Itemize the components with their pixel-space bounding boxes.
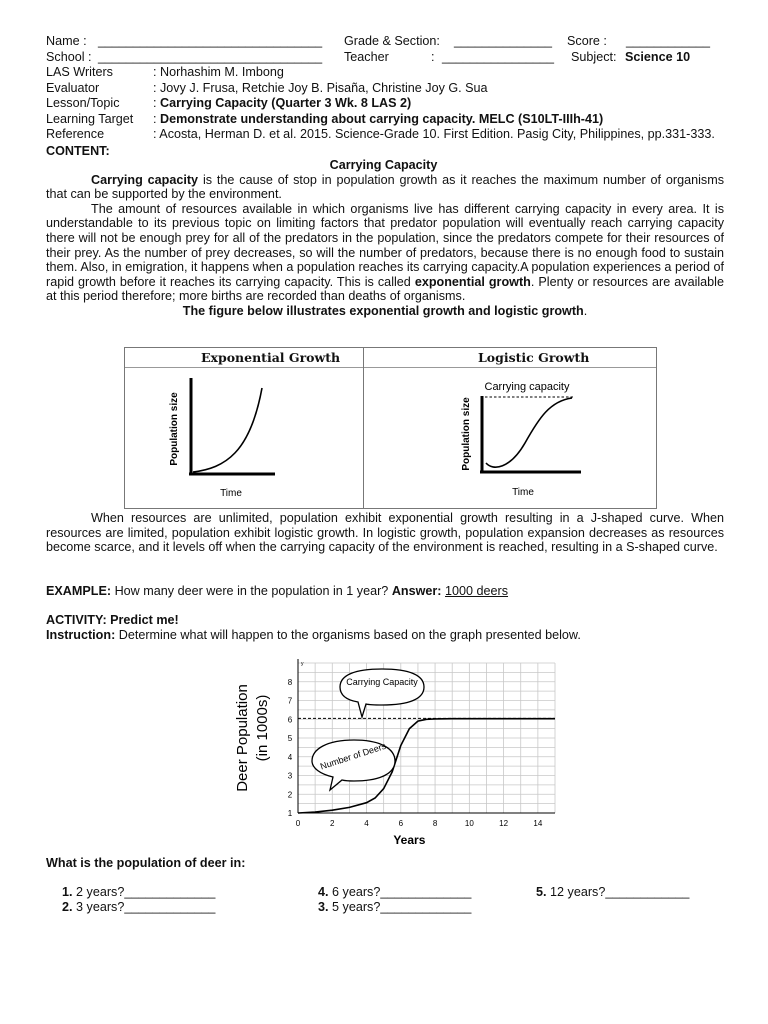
y-tick-label: 3 xyxy=(287,771,293,781)
y-tick-label: 8 xyxy=(287,677,293,687)
question-5-number: 5. xyxy=(536,885,547,899)
content-title: Carrying Capacity xyxy=(329,158,438,173)
y-tick-label: 6 xyxy=(287,715,293,725)
writers-value: : Norhashim M. Imbong xyxy=(153,65,284,79)
exponential-growth-term: exponential growth xyxy=(414,274,531,289)
name-blank[interactable]: ________________________________ xyxy=(98,34,323,48)
teacher-colon: : xyxy=(431,49,435,64)
reference-label: Reference xyxy=(46,127,105,141)
question-2[interactable] xyxy=(62,900,215,915)
target-row xyxy=(46,112,724,128)
instruction-line xyxy=(46,628,581,643)
questions-prompt: What is the population of deer in: xyxy=(46,856,246,870)
activity-title: ACTIVITY: Predict me! xyxy=(46,613,179,627)
growth-figure xyxy=(124,347,657,509)
reference-row xyxy=(46,127,724,143)
x-tick-label: 4 xyxy=(364,819,369,828)
answer-value: 1000 deers xyxy=(445,584,509,598)
figure-caption-text: The figure below illustrates exponential growth and logistic growth xyxy=(182,304,584,319)
writers-label: LAS Writers xyxy=(46,65,113,79)
score-blank[interactable]: ____________ xyxy=(626,34,711,48)
log-ylabel: Population size xyxy=(461,397,472,471)
chart-ylabel-line2: (in 1000s) xyxy=(254,694,271,762)
target-label: Learning Target xyxy=(46,111,134,126)
question-3[interactable] xyxy=(318,900,471,915)
y-tick-label: 2 xyxy=(287,790,293,800)
answer-label: Answer: xyxy=(391,584,442,598)
evaluator-value: : Jovy J. Frusa, Retchie Joy B. Pisaña, Christine Joy G. Sua xyxy=(153,80,488,95)
question-1-text: 2 years? xyxy=(76,885,125,899)
school-label: School : xyxy=(46,49,92,64)
teacher-label: Teacher xyxy=(344,49,389,64)
name-label: Name : xyxy=(46,34,87,48)
subject-value: Science 10 xyxy=(625,49,691,64)
grade-section-blank[interactable]: ______________ xyxy=(454,34,553,48)
logistic-growth-title: Logistic Growth xyxy=(478,350,590,365)
question-2-blank[interactable]: _____________ xyxy=(124,900,216,914)
paragraph-1 xyxy=(46,173,724,202)
lesson-colon: : xyxy=(153,96,160,110)
x-tick-label: 6 xyxy=(398,819,404,828)
figure-caption-period: . xyxy=(583,304,588,319)
question-1[interactable] xyxy=(62,885,215,900)
example-line xyxy=(46,584,508,599)
question-5-text: 12 years? xyxy=(550,885,606,899)
question-4-number: 4. xyxy=(318,885,329,899)
exponential-growth-title: Exponential Growth xyxy=(201,350,341,365)
logistic-s-curve xyxy=(486,398,572,467)
exp-xlabel: Time xyxy=(220,488,242,499)
question-2-number: 2. xyxy=(62,900,73,914)
score-label: Score : xyxy=(567,34,607,48)
y-axis-top-mark: y xyxy=(301,661,304,667)
school-blank[interactable]: ________________________________ xyxy=(98,49,323,64)
instruction-text: Determine what will happen to the organisms based on the graph presented below. xyxy=(115,628,581,642)
lesson-label: Lesson/Topic xyxy=(46,96,120,110)
grade-section-label: Grade & Section: xyxy=(344,34,440,48)
x-tick-label: 2 xyxy=(330,819,335,828)
instruction-label: Instruction: xyxy=(46,628,116,642)
log-xlabel: Time xyxy=(512,487,534,498)
example-label: EXAMPLE: xyxy=(46,584,112,598)
subject-label: Subject: xyxy=(571,49,617,64)
chart-ylabel-line1: Deer Population xyxy=(234,684,251,792)
question-4-blank[interactable]: _____________ xyxy=(380,885,472,899)
question-4-text: 6 years? xyxy=(332,885,381,899)
example-question: How many deer were in the population in 1 year? xyxy=(111,584,392,598)
x-tick-label: 12 xyxy=(499,819,509,828)
lesson-row xyxy=(46,96,724,112)
x-tick-label: 8 xyxy=(432,819,438,828)
paragraph-1-text: is the cause of stop in population growth as it reaches the maximum number of organisms that can be supported by the environment. xyxy=(46,172,724,202)
evaluator-row xyxy=(46,81,724,97)
question-3-number: 3. xyxy=(318,900,329,914)
y-tick-label: 4 xyxy=(287,752,293,762)
deer-population-chart xyxy=(230,655,560,850)
target-colon: : xyxy=(153,111,160,126)
paragraph-2 xyxy=(46,202,724,304)
question-5-blank[interactable]: ____________ xyxy=(605,885,690,899)
y-tick-label: 1 xyxy=(287,809,293,818)
writers-row xyxy=(46,65,724,81)
chart-grid xyxy=(298,663,555,813)
question-3-blank[interactable]: _____________ xyxy=(380,900,472,914)
y-tick-label: 5 xyxy=(287,734,293,743)
question-4[interactable] xyxy=(318,885,471,900)
worksheet-page xyxy=(46,34,724,319)
question-2-text: 3 years? xyxy=(76,900,125,914)
growth-figure-svg xyxy=(125,348,656,508)
question-3-text: 5 years? xyxy=(332,900,381,914)
carrying-capacity-term: Carrying capacity xyxy=(91,172,199,187)
figure-caption xyxy=(46,304,724,319)
question-1-blank[interactable]: _____________ xyxy=(124,885,216,899)
header-row-2 xyxy=(46,50,724,66)
question-1-number: 1. xyxy=(62,885,73,899)
y-tick-label: 7 xyxy=(287,696,293,706)
carrying-capacity-bubble-line1: Carrying Capacity xyxy=(346,677,418,687)
content-heading: CONTENT: xyxy=(46,143,110,158)
number-of-deers-line1: Number of Deers xyxy=(318,740,388,772)
paragraph-2-text: The amount of resources available in which organisms live has different carrying capacity in every area. It is understandable to its previous topic on limiting factors that predator population will eventually reach carrying capacity there will not be enough prey for all of the predators in the population, since the predators compete for their resources of their prey. As the number of prey decreases, so will the number of predators, because there is no enough food to sustain them. Also, in emigration, it happens when a population reaches its carrying capacity.A population experiences a period of rapid growth before it reaches its carrying capacity. This is called xyxy=(46,201,724,289)
reference-value: : Acosta, Herman D. et al. 2015. Science-Grade 10. First Edition. Pasig City, Philippines, pp.331-333. xyxy=(153,127,715,141)
paragraph-2-end: . Plenty or resources are available at this period therefore; more births are recorded than deaths of organisms. xyxy=(46,274,724,304)
lesson-value: Carrying Capacity (Quarter 3 Wk. 8 LAS 2) xyxy=(160,96,412,110)
x-tick-label: 10 xyxy=(464,819,474,828)
paragraph-3: When resources are unlimited, population exhibit exponential growth resulting in a J-shaped curve. When resources are limited, population exhibit logistic growth. In logistic growth, population expansion decreases as resources become scarce, and it levels off when the carrying capacity of the environment is reached, resulting in a S-shaped curve. xyxy=(46,511,724,555)
teacher-blank[interactable]: ________________ xyxy=(442,49,555,64)
exp-ylabel: Population size xyxy=(169,392,180,466)
target-value: Demonstrate understanding about carrying capacity. MELC (S10LT-IIIh-41) xyxy=(160,111,604,126)
carrying-capacity-label: Carrying capacity xyxy=(484,381,570,393)
x-tick-label: 0 xyxy=(295,819,301,828)
header-row-1 xyxy=(46,34,724,50)
exponential-j-curve xyxy=(193,388,262,472)
evaluator-label: Evaluator xyxy=(46,80,100,95)
question-5[interactable] xyxy=(536,885,689,900)
x-tick-label: 14 xyxy=(533,819,543,828)
chart-xlabel: Years xyxy=(393,833,426,847)
